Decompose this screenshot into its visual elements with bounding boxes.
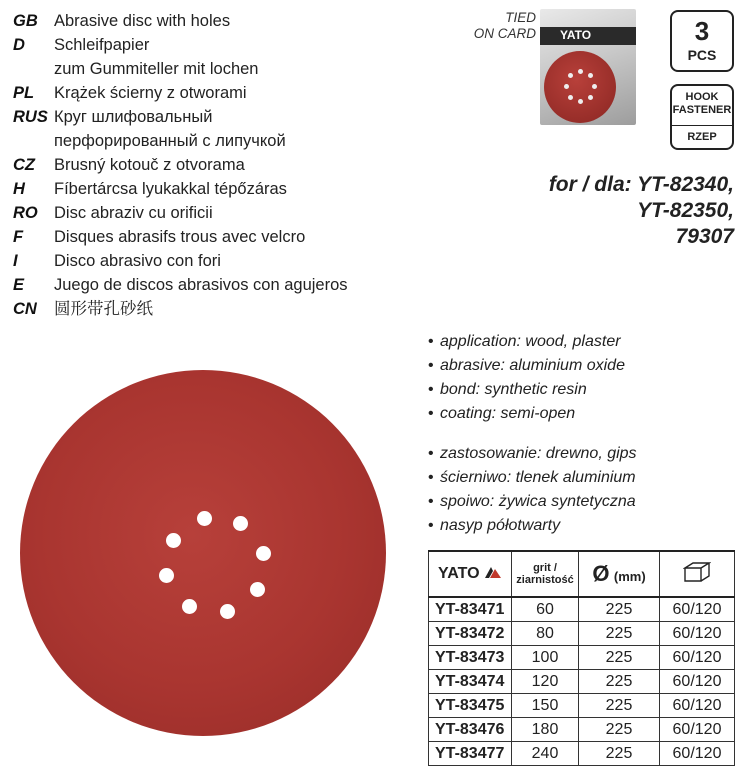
spec-list xyxy=(428,330,637,538)
grit-cell: 180 xyxy=(512,718,579,742)
lang-code: RO xyxy=(13,204,38,222)
lang-code: PL xyxy=(13,84,35,102)
disc-hole xyxy=(250,582,265,597)
product-code: YT-83472 xyxy=(429,622,512,646)
spec-item: • nasyp półotwarty xyxy=(428,517,561,534)
table-row xyxy=(429,597,735,622)
disc-hole xyxy=(166,533,181,548)
pieces-unit: PCS xyxy=(687,47,717,63)
grit-cell: 150 xyxy=(512,694,579,718)
grit-cell: 80 xyxy=(512,622,579,646)
lang-code: F xyxy=(13,228,24,246)
disc-hole xyxy=(159,568,174,583)
diameter-cell: 225 xyxy=(579,742,660,766)
disc-hole xyxy=(233,516,248,531)
table-header-row xyxy=(429,551,735,597)
pack-cell: 60/120 xyxy=(660,718,735,742)
fastener-label: FASTENER xyxy=(672,104,732,116)
tied-label: TIED xyxy=(505,10,536,25)
packaging-card-image xyxy=(540,9,636,125)
pieces-badge xyxy=(670,10,734,72)
disc-hole xyxy=(256,546,271,561)
yato-logo-icon xyxy=(484,566,502,579)
grit-header: grit / ziarnistość xyxy=(512,551,579,597)
table-row xyxy=(429,718,735,742)
abrasive-disc-image xyxy=(20,370,386,736)
lang-text: Disc abraziv cu orificii xyxy=(54,204,213,222)
product-code: YT-83477 xyxy=(429,742,512,766)
disc-hole xyxy=(220,604,235,619)
product-code: YT-83471 xyxy=(429,597,512,622)
lang-text: Fíbertárcsa lyukakkal tépőzáras xyxy=(54,180,287,198)
spec-item: • bond: synthetic resin xyxy=(428,381,587,398)
compatibility-line: 79307 xyxy=(675,225,734,248)
card-hole xyxy=(564,84,569,89)
pack-cell: 60/120 xyxy=(660,694,735,718)
pack-cell: 60/120 xyxy=(660,670,735,694)
rzep-label: RZEP xyxy=(687,131,717,143)
product-code: YT-83475 xyxy=(429,694,512,718)
product-code: YT-83474 xyxy=(429,670,512,694)
card-hole xyxy=(578,99,583,104)
lang-code: RUS xyxy=(13,108,48,126)
spec-item: • coating: semi-open xyxy=(428,405,576,422)
lang-code: H xyxy=(13,180,25,198)
diameter-cell: 225 xyxy=(579,670,660,694)
diameter-cell: 225 xyxy=(579,622,660,646)
product-table xyxy=(428,550,735,766)
compatibility-line: for / dla: YT-82340, xyxy=(548,173,734,196)
diameter-unit: (mm) xyxy=(613,569,646,584)
hook-fastener-label xyxy=(672,86,732,125)
disc-hole xyxy=(182,599,197,614)
lang-text: 圆形带孔砂纸 xyxy=(54,300,153,318)
card-hole xyxy=(588,73,593,78)
table-row xyxy=(429,622,735,646)
diameter-header xyxy=(579,551,660,597)
diameter-cell: 225 xyxy=(579,718,660,742)
card-hole xyxy=(588,95,593,100)
pack-cell: 60/120 xyxy=(660,742,735,766)
tied-on-card-label xyxy=(450,10,536,42)
table-row xyxy=(429,646,735,670)
table-row xyxy=(429,694,735,718)
spec-item: • abrasive: aluminium oxide xyxy=(428,357,625,374)
card-logo: YATO xyxy=(560,28,592,42)
table-row xyxy=(429,670,735,694)
lang-text: перфорированный с липучкой xyxy=(54,132,286,150)
lang-text: Brusný kotouč z otvorama xyxy=(54,156,245,174)
box-icon xyxy=(683,561,711,583)
diameter-cell: 225 xyxy=(579,646,660,670)
spec-item: • spoiwo: żywica syntetyczna xyxy=(428,493,636,510)
lang-text: Krążek ścierny z otworami xyxy=(54,84,247,102)
grit-cell: 240 xyxy=(512,742,579,766)
card-disc-image xyxy=(544,51,616,123)
diameter-icon: Ø xyxy=(592,561,610,586)
pack-cell: 60/120 xyxy=(660,622,735,646)
lang-code: CN xyxy=(13,300,37,318)
pack-cell: 60/120 xyxy=(660,646,735,670)
spec-item: • zastosowanie: drewno, gips xyxy=(428,445,637,462)
table-row xyxy=(429,742,735,766)
lang-text: Abrasive disc with holes xyxy=(54,12,231,30)
lang-code: CZ xyxy=(13,156,35,174)
lang-text: Disques abrasifs trous avec velcro xyxy=(54,228,306,246)
lang-code: I xyxy=(13,252,18,270)
hook-fastener-badge xyxy=(670,84,734,150)
lang-text: Круг шлифовальный xyxy=(54,108,213,126)
compatibility-text xyxy=(549,172,734,250)
card-hole xyxy=(568,95,573,100)
card-hole xyxy=(578,69,583,74)
lang-text: Juego de discos abrasivos con agujeros xyxy=(54,276,348,294)
diameter-cell: 225 xyxy=(579,694,660,718)
card-hole xyxy=(568,73,573,78)
package-header xyxy=(660,551,735,597)
product-code: YT-83476 xyxy=(429,718,512,742)
pack-cell: 60/120 xyxy=(660,597,735,622)
compatibility-line: YT-82350, xyxy=(637,199,734,222)
on-card-label: ON CARD xyxy=(473,26,536,41)
brand-header xyxy=(429,551,512,597)
lang-code: D xyxy=(13,36,25,54)
disc-hole xyxy=(197,511,212,526)
lang-code: GB xyxy=(13,12,38,30)
spec-item: • ścierniwo: tlenek aluminium xyxy=(428,469,636,486)
diameter-cell: 225 xyxy=(579,597,660,622)
lang-code: E xyxy=(13,276,25,294)
hook-label: HOOK xyxy=(685,91,719,103)
lang-text: Schleifpapier xyxy=(54,36,150,54)
lang-text: zum Gummiteller mit lochen xyxy=(54,60,259,78)
yato-logo: YATO xyxy=(438,565,480,582)
grit-cell: 100 xyxy=(512,646,579,670)
lang-text: Disco abrasivo con fori xyxy=(54,252,221,270)
product-code: YT-83473 xyxy=(429,646,512,670)
card-hole xyxy=(592,84,597,89)
pieces-count: 3 xyxy=(694,16,710,46)
grit-cell: 120 xyxy=(512,670,579,694)
spec-item: • application: wood, plaster xyxy=(428,333,621,350)
grit-cell: 60 xyxy=(512,597,579,622)
